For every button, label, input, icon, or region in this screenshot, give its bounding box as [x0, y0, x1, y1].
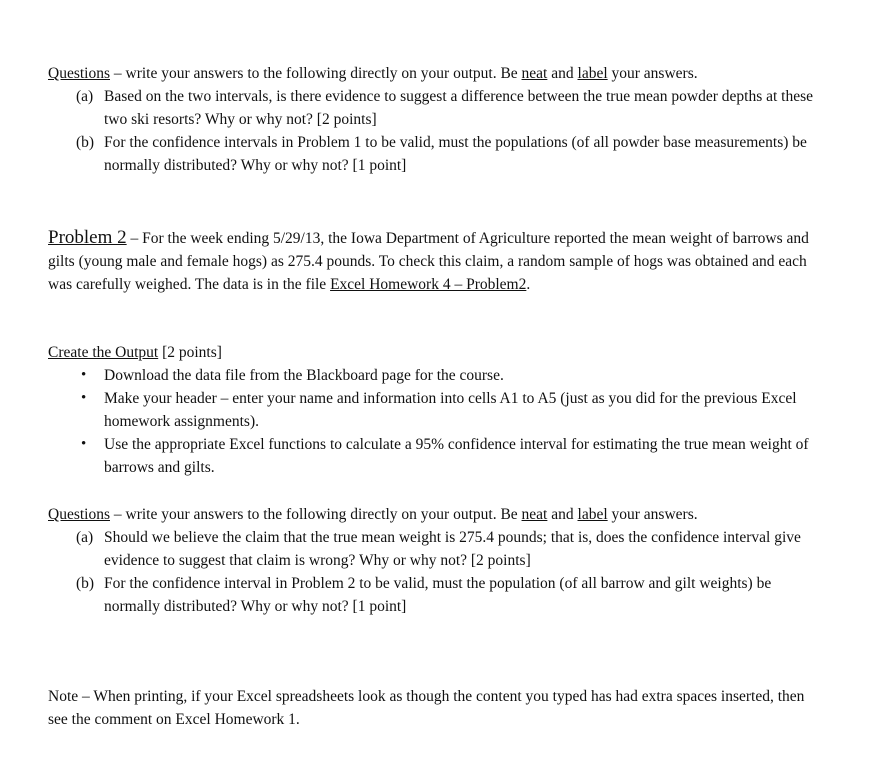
excel-file-link[interactable]: Excel Homework 4 – Problem2	[330, 276, 527, 293]
neat-word: neat	[521, 506, 548, 523]
questions-intro-2: Questions – write your answers to the following directly on your output. Be neat and label your answers.	[48, 506, 698, 523]
bullet-item: • Use the appropriate Excel functions to calculate a 95% confidence interval for estimating the true mean weight of barrows and gilts.	[48, 433, 828, 479]
problem-2-section	[48, 226, 828, 296]
create-output-heading-line	[48, 341, 828, 364]
neat-word: neat	[521, 65, 548, 82]
question-list-2	[48, 526, 828, 618]
label-word: label	[577, 506, 608, 523]
questions-heading-2: Questions	[48, 506, 110, 523]
note-text: Note – When printing, if your Excel spreadsheets look as though the content you typed has had extra spaces inserted, then see the comment on Excel Homework 1.	[48, 688, 805, 728]
bullet-icon: •	[81, 390, 87, 406]
questions-section-1	[48, 62, 828, 177]
output-bullet-list	[48, 364, 828, 479]
question-text: Based on the two intervals, is there evidence to suggest a difference between the true mean powder depths at these two ski resorts? Why or why not? [2 points]	[104, 88, 814, 128]
label-word: label	[577, 65, 608, 82]
question-text: For the confidence interval in Problem 2 to be valid, must the population (of all barrow and gilt weights) be normally distributed? Why or why not? [1 point]	[104, 575, 772, 615]
question-label: (b)	[76, 134, 95, 151]
question-item	[48, 526, 828, 572]
bullet-item: • Download the data file from the Blackboard page for the course.	[48, 364, 828, 387]
question-item	[48, 131, 828, 177]
bullet-icon: •	[81, 367, 87, 383]
question-text: For the confidence intervals in Problem 1 to be valid, must the populations (of all powder base measurements) be normally distributed? Why or why not? [1 point]	[104, 134, 807, 174]
question-label: (a)	[76, 529, 94, 546]
question-item	[48, 572, 828, 618]
note-section	[48, 685, 828, 731]
question-list-1	[48, 85, 828, 177]
create-output-section	[48, 341, 828, 479]
question-label: (a)	[76, 88, 94, 105]
bullet-icon: •	[81, 436, 87, 452]
question-label: (b)	[76, 575, 95, 592]
problem-2-text: Problem 2 – For the week ending 5/29/13, the Iowa Department of Agriculture reported the mean weight of barrows and gilts (young male and female hogs) as 275.4 pounds. To check this claim, a random sample of hogs was obtained and each was carefully weighed. The data is in the file Excel Homework 4 – Problem2.	[48, 227, 809, 293]
create-output-heading: Create the Output	[48, 344, 159, 361]
problem-2-title: Problem 2	[48, 227, 127, 248]
questions-heading-1: Questions	[48, 65, 110, 82]
questions-intro-1: Questions – write your answers to the following directly on your output. Be neat and label your answers.	[48, 65, 698, 82]
create-output-points: [2 points]	[158, 344, 222, 361]
bullet-item: • Make your header – enter your name and information into cells A1 to A5 (just as you did for the previous Excel homework assignments).	[48, 387, 828, 433]
question-item	[48, 85, 828, 131]
question-text: Should we believe the claim that the true mean weight is 275.4 pounds; that is, does the confidence interval give evidence to suggest that claim is wrong? Why or why not? [2 points]	[104, 529, 801, 569]
questions-section-2	[48, 503, 828, 618]
